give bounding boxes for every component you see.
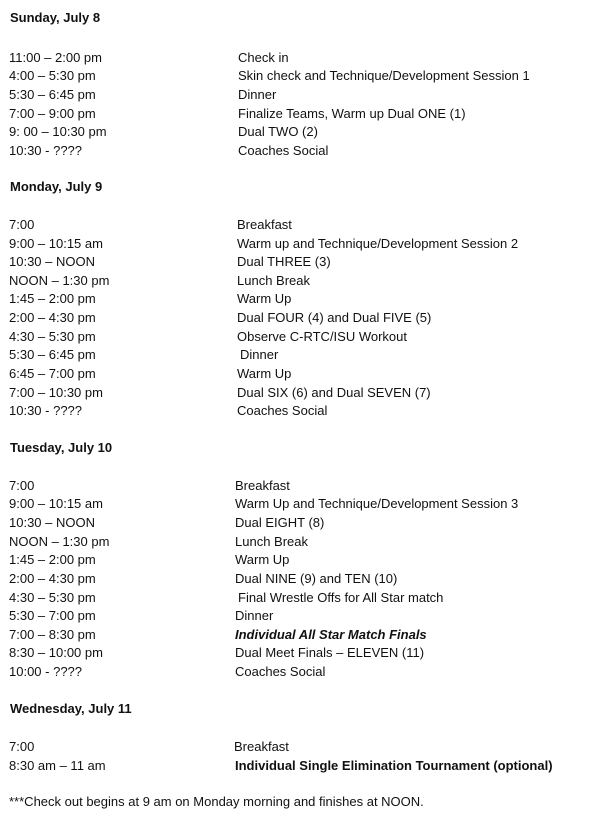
schedule-row [0, 308, 589, 327]
row-time: 10:30 - ???? [9, 403, 83, 418]
schedule-row [0, 141, 589, 160]
row-time: 7:00 [9, 478, 35, 493]
row-activity: Lunch Break [235, 534, 308, 549]
schedule-row [0, 756, 589, 775]
row-time: 11:00 – 2:00 pm [9, 50, 102, 65]
schedule-row [0, 476, 589, 495]
schedule-row [0, 104, 589, 123]
row-activity: Lunch Break [237, 273, 310, 288]
day-heading-monday: Monday, July 9 [10, 179, 103, 194]
schedule-row [0, 569, 589, 588]
row-time: 1:45 – 2:00 pm [9, 552, 96, 567]
schedule-row [0, 737, 589, 756]
row-time: 10:30 - ???? [9, 143, 83, 158]
row-activity: Dinner [240, 347, 279, 362]
row-time: 2:00 – 4:30 pm [9, 310, 96, 325]
schedule-row [0, 401, 589, 420]
schedule-row [0, 494, 589, 513]
schedule-row [0, 383, 589, 402]
row-activity: Warm Up and Technique/Development Session 3 [235, 496, 519, 511]
schedule-row [0, 345, 589, 364]
schedule-row [0, 271, 589, 290]
schedule-row [0, 122, 589, 141]
row-activity: Observe C-RTC/ISU Workout [237, 329, 408, 344]
row-activity: Dual NINE (9) and TEN (10) [235, 571, 398, 586]
schedule-row [0, 662, 589, 681]
day-heading-tuesday: Tuesday, July 10 [10, 440, 113, 455]
row-activity: Coaches Social [237, 403, 328, 418]
row-time: NOON – 1:30 pm [9, 273, 110, 288]
row-time: NOON – 1:30 pm [9, 534, 110, 549]
row-time: 6:45 – 7:00 pm [9, 366, 96, 381]
schedule-row [0, 48, 589, 67]
schedule-row [0, 234, 589, 253]
row-time: 10:30 – NOON [9, 515, 95, 530]
row-time: 7:00 [9, 217, 35, 232]
schedule-row [0, 643, 589, 662]
row-activity: Dual EIGHT (8) [235, 515, 325, 530]
row-activity: Warm Up [237, 291, 292, 306]
row-time: 9: 00 – 10:30 pm [9, 124, 107, 139]
row-activity: Warm Up [237, 366, 292, 381]
schedule-row [0, 215, 589, 234]
schedule-row [0, 289, 589, 308]
row-activity: Check in [238, 50, 289, 65]
row-activity: Skin check and Technique/Development Session 1 [238, 68, 530, 83]
schedule-row [0, 513, 589, 532]
row-activity: Warm up and Technique/Development Session 2 [237, 236, 519, 251]
row-time: 7:00 [9, 739, 35, 754]
row-time: 7:00 – 8:30 pm [9, 627, 96, 642]
row-time: 8:30 – 10:00 pm [9, 645, 103, 660]
row-activity: Coaches Social [238, 143, 329, 158]
row-time: 9:00 – 10:15 am [9, 236, 103, 251]
row-activity: Final Wrestle Offs for All Star match [238, 590, 444, 605]
schedule-row [0, 252, 589, 271]
row-time: 2:00 – 4:30 pm [9, 571, 96, 586]
footnote: ***Check out begins at 9 am on Monday morning and finishes at NOON. [9, 794, 424, 809]
row-time: 8:30 am – 11 am [9, 758, 106, 773]
day-heading-wednesday: Wednesday, July 11 [10, 701, 132, 716]
schedule-row [0, 66, 589, 85]
row-activity: Dinner [238, 87, 277, 102]
schedule-row [0, 606, 589, 625]
schedule-row [0, 85, 589, 104]
row-time: 5:30 – 6:45 pm [9, 87, 96, 102]
row-activity: Dual THREE (3) [237, 254, 331, 269]
row-time: 5:30 – 7:00 pm [9, 608, 96, 623]
row-time: 5:30 – 6:45 pm [9, 347, 96, 362]
schedule-row [0, 364, 589, 383]
row-activity: Breakfast [234, 739, 289, 754]
row-time: 10:00 - ???? [9, 664, 83, 679]
schedule-row [0, 625, 589, 644]
row-time: 7:00 – 10:30 pm [9, 385, 103, 400]
row-activity-highlight: Individual Single Elimination Tournament (optional) [235, 758, 553, 773]
row-activity: Dinner [235, 608, 274, 623]
row-activity: Dual Meet Finals – ELEVEN (11) [235, 645, 425, 660]
row-activity: Finalize Teams, Warm up Dual ONE (1) [238, 106, 466, 121]
row-time: 4:00 – 5:30 pm [9, 68, 96, 83]
row-time: 1:45 – 2:00 pm [9, 291, 96, 306]
schedule-row [0, 550, 589, 569]
row-activity: Warm Up [235, 552, 290, 567]
row-time: 4:30 – 5:30 pm [9, 329, 96, 344]
row-activity: Coaches Social [235, 664, 326, 679]
row-activity-highlight: Individual All Star Match Finals [235, 627, 427, 642]
row-activity: Breakfast [237, 217, 292, 232]
row-activity: Breakfast [235, 478, 290, 493]
row-time: 7:00 – 9:00 pm [9, 106, 96, 121]
row-time: 4:30 – 5:30 pm [9, 590, 96, 605]
schedule-row [0, 327, 589, 346]
day-heading-sunday: Sunday, July 8 [10, 10, 101, 25]
row-time: 10:30 – NOON [9, 254, 95, 269]
row-time: 9:00 – 10:15 am [9, 496, 103, 511]
row-activity: Dual SIX (6) and Dual SEVEN (7) [237, 385, 431, 400]
schedule-row [0, 532, 589, 551]
row-activity: Dual FOUR (4) and Dual FIVE (5) [237, 310, 432, 325]
schedule-row [0, 588, 589, 607]
row-activity: Dual TWO (2) [238, 124, 318, 139]
